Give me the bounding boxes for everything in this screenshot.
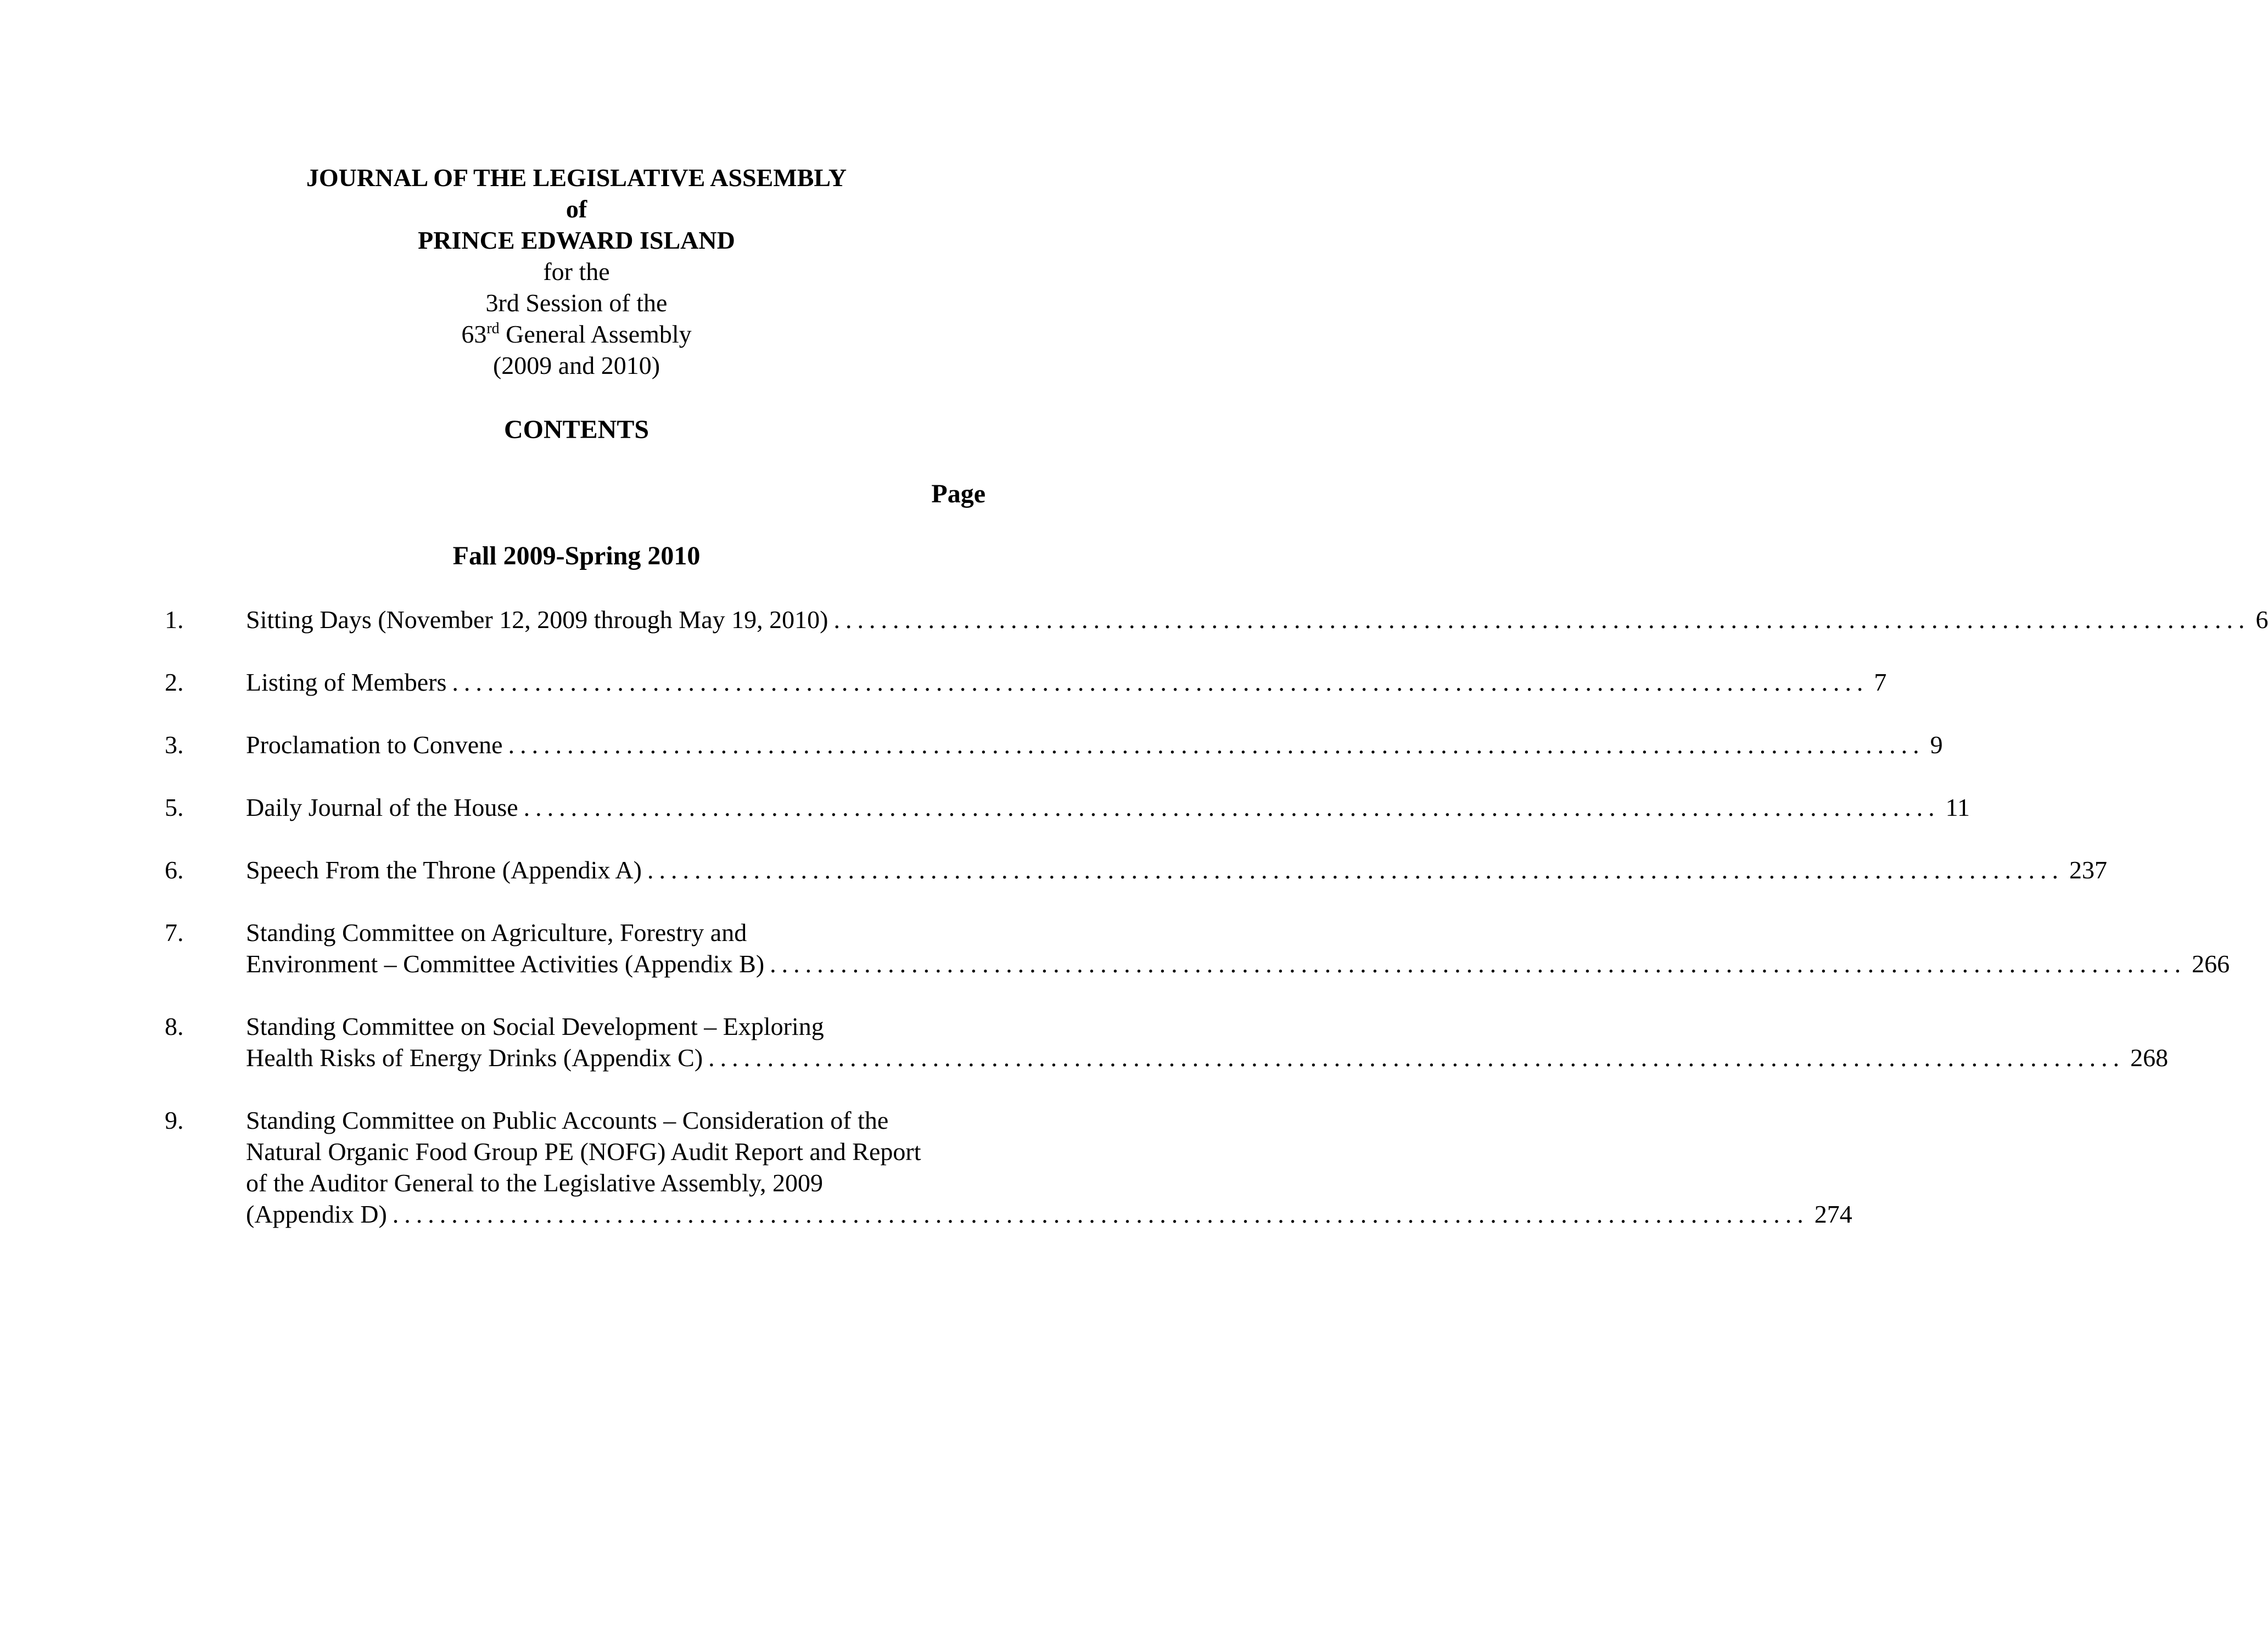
- toc-entry: [165, 1011, 2169, 1073]
- title-line-of: of: [565, 195, 587, 223]
- toc-entry-body: [246, 604, 2268, 635]
- dot-leader: ........................................................................................................................: [508, 731, 1925, 759]
- toc-entry-page-number: 268: [2130, 1044, 2169, 1072]
- page-column-heading: Page: [931, 479, 985, 508]
- toc-entry-page-number: 274: [1814, 1200, 1852, 1228]
- toc-entry-number: 9.: [165, 1106, 184, 1134]
- toc-entry: [165, 854, 2107, 886]
- toc-entry-body: [246, 1105, 1852, 1230]
- toc-entry-number: 2.: [165, 668, 184, 696]
- toc-entry-number: 3.: [165, 731, 184, 759]
- title-line-session: 3rd Session of the: [485, 289, 668, 317]
- toc-entry-text-line: of the Auditor General to the Legislative Assembly, 2009: [246, 1169, 823, 1197]
- toc-entry-page-number: 11: [1945, 793, 1970, 821]
- document-title-block: [0, 162, 1153, 381]
- toc-entry-body: [246, 1011, 2169, 1073]
- toc-entry-title: (Appendix D): [246, 1200, 387, 1228]
- toc-entry-page-number: 266: [2192, 950, 2230, 978]
- dot-leader: ........................................................................................................................: [452, 668, 1869, 696]
- dot-leader: ........................................................................................................................: [833, 606, 2250, 634]
- toc-entry: [165, 917, 2230, 979]
- toc-entry: [165, 666, 1887, 698]
- toc-entry-final-line: [246, 1042, 2169, 1073]
- toc-entry-number: 1.: [165, 606, 184, 634]
- toc-entry-page-number: 237: [2069, 856, 2107, 884]
- toc-entry-title: Speech From the Throne (Appendix A): [246, 856, 642, 884]
- assembly-ordinal-suffix: rd: [486, 320, 500, 338]
- assembly-label: General Assembly: [499, 320, 692, 348]
- assembly-number: 63: [461, 320, 487, 348]
- contents-heading: CONTENTS: [503, 415, 649, 444]
- toc-entry-body: [246, 917, 2230, 979]
- title-line-province: PRINCE EDWARD ISLAND: [418, 226, 735, 254]
- toc-entry-page-number: 9: [1930, 731, 1943, 759]
- title-line-years: (2009 and 2010): [492, 351, 660, 379]
- toc-entry-title: Daily Journal of the House: [246, 793, 518, 821]
- toc-entry-number: 7.: [165, 918, 184, 946]
- toc-entry-title: Environment – Committee Activities (Appendix B): [246, 950, 765, 978]
- title-line-assembly: [0, 318, 1153, 350]
- dot-leader: ........................................................................................................................: [392, 1200, 1809, 1228]
- toc-entry-text-line: Natural Organic Food Group PE (NOFG) Audit Report and Report: [246, 1138, 921, 1166]
- toc-entry-text-line: Standing Committee on Social Development – Exploring: [246, 1012, 824, 1040]
- toc-entry-title: Proclamation to Convene: [246, 731, 503, 759]
- toc-entry: [165, 1105, 1852, 1230]
- toc-entry-title: Listing of Members: [246, 668, 447, 696]
- toc-entry-text-line: Standing Committee on Public Accounts – Consideration of the: [246, 1106, 889, 1134]
- toc-entry: [165, 604, 2268, 635]
- toc-entry-final-line: [246, 948, 2230, 979]
- toc-entry-body: [246, 854, 2107, 886]
- dot-leader: ........................................................................................................................: [770, 950, 2187, 978]
- title-line-for-the: for the: [543, 257, 610, 285]
- toc-entry-page-number: 6: [2255, 606, 2268, 634]
- toc-entry-final-line: [246, 604, 2268, 635]
- toc-entry-text-line: Standing Committee on Agriculture, Forestry and: [246, 918, 747, 946]
- dot-leader: ........................................................................................................................: [647, 856, 2064, 884]
- toc-entry-title: Sitting Days (November 12, 2009 through May 19, 2010): [246, 606, 828, 634]
- toc-entry: [165, 792, 1970, 823]
- toc-entry-final-line: [246, 729, 1943, 760]
- title-line-journal: JOURNAL OF THE LEGISLATIVE ASSEMBLY: [306, 164, 847, 192]
- toc-entry-title: Health Risks of Energy Drinks (Appendix C): [246, 1044, 703, 1072]
- toc-entry: [165, 729, 1943, 760]
- toc-entry-final-line: [246, 854, 2107, 886]
- toc-entry-final-line: [246, 792, 1970, 823]
- table-of-contents: [165, 604, 2268, 1261]
- toc-entry-number: 5.: [165, 793, 184, 821]
- toc-entry-number: 6.: [165, 856, 184, 884]
- toc-entry-final-line: [246, 1198, 1852, 1230]
- toc-entry-body: [246, 792, 1970, 823]
- dot-leader: ........................................................................................................................: [708, 1044, 2125, 1072]
- toc-entry-page-number: 7: [1874, 668, 1887, 696]
- section-heading: Fall 2009-Spring 2010: [452, 541, 701, 570]
- toc-entry-body: [246, 729, 1943, 760]
- toc-entry-final-line: [246, 666, 1887, 698]
- toc-entry-body: [246, 666, 1887, 698]
- toc-entry-number: 8.: [165, 1012, 184, 1040]
- dot-leader: ........................................................................................................................: [523, 793, 1940, 821]
